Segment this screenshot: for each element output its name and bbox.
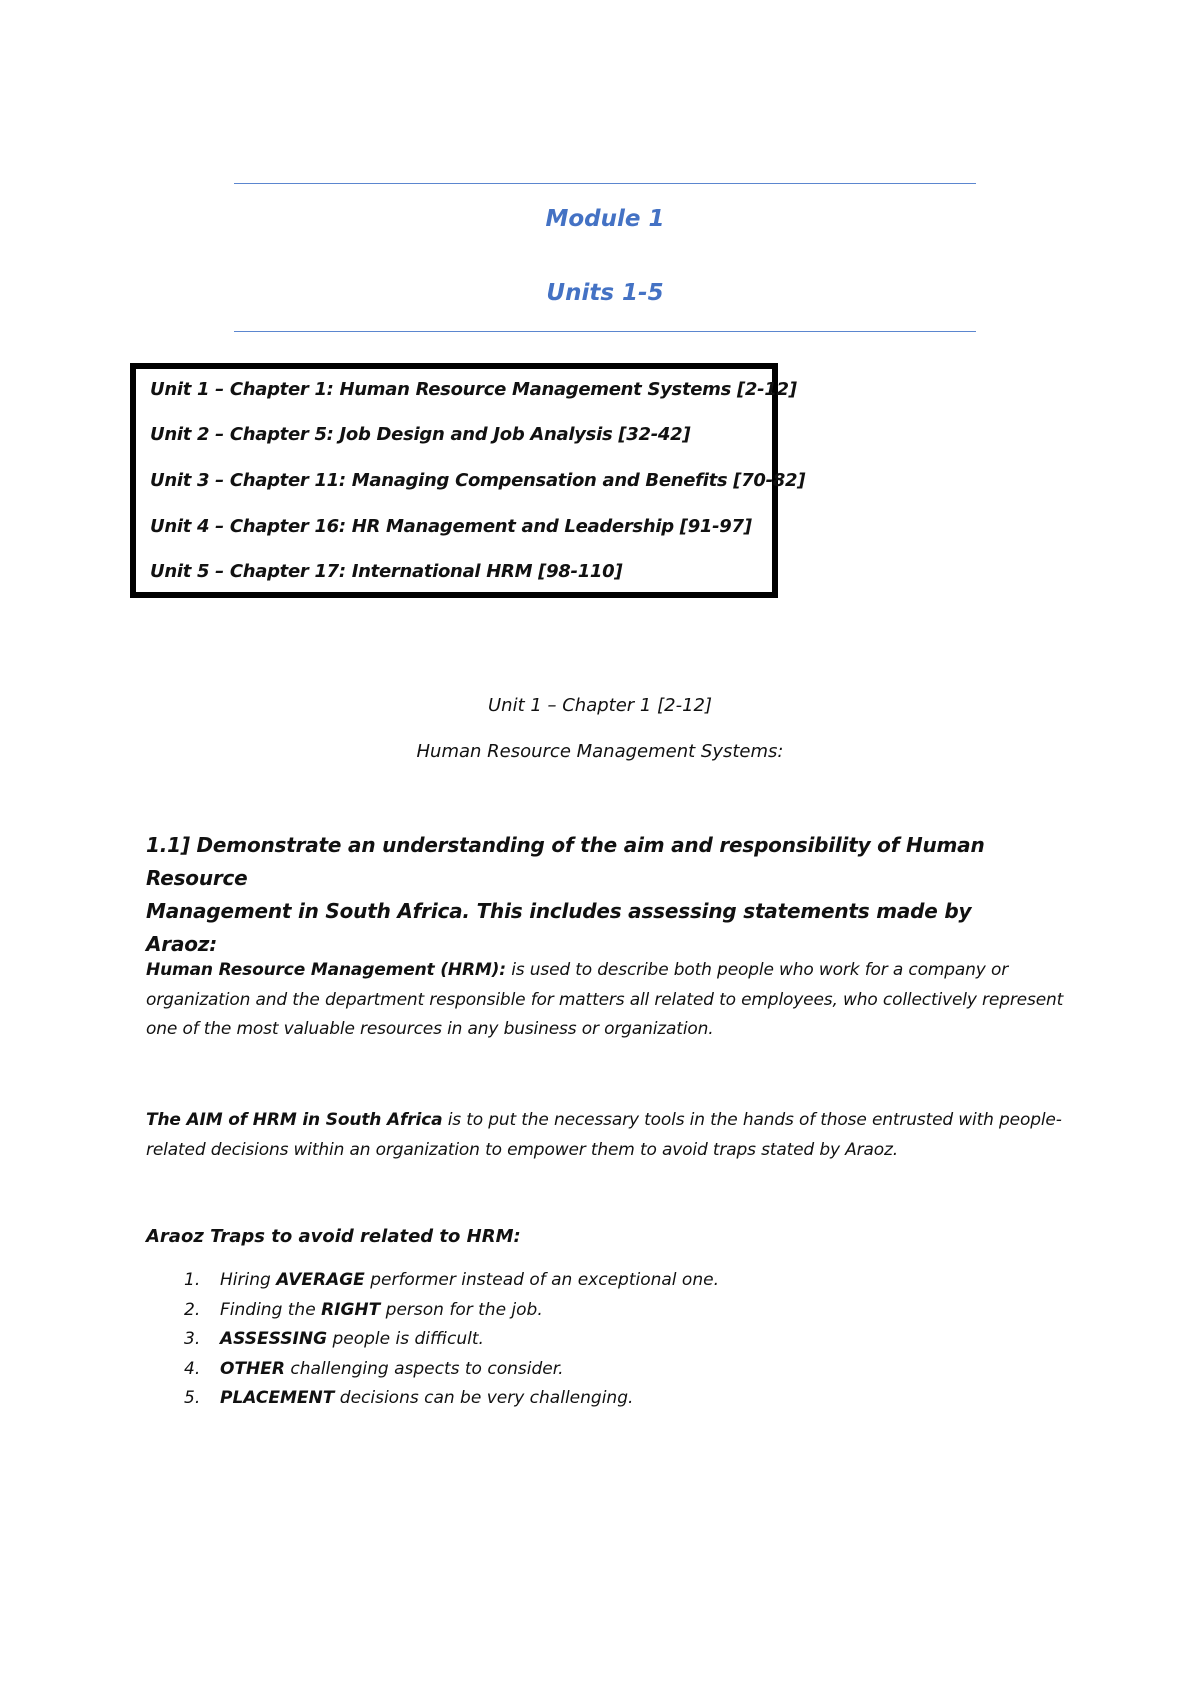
toc-item: Unit 1 – Chapter 1: Human Resource Management Systems [2-12] <box>150 379 797 400</box>
toc-item: Unit 2 – Chapter 5: Job Design and Job Analysis [32-42] <box>150 424 691 445</box>
list-keyword: RIGHT <box>321 1299 381 1320</box>
list-number: 5. <box>184 1388 201 1408</box>
list-number: 3. <box>184 1329 201 1349</box>
list-text: performer instead of an exceptional one. <box>364 1270 719 1290</box>
aim-paragraph <box>146 1106 1066 1165</box>
list-number: 2. <box>184 1299 201 1320</box>
list-number: 4. <box>184 1358 201 1379</box>
list-keyword: PLACEMENT <box>220 1388 335 1408</box>
list-keyword: OTHER <box>220 1358 285 1379</box>
aim-text: is to put the necessary tools in the hands of those entrusted with people-related decisions within an organization to empower them to avoid traps stated by Araoz. <box>146 1110 1062 1160</box>
list-keyword: ASSESSING <box>220 1329 328 1349</box>
list-item <box>146 1270 719 1300</box>
list-item <box>146 1329 719 1359</box>
units-title: Units 1-5 <box>546 280 664 306</box>
section-heading-line: Management in South Africa. This includes assessing statements made by Araoz: <box>146 899 972 956</box>
traps-list <box>146 1270 719 1418</box>
list-item <box>146 1388 719 1418</box>
unit-heading: Unit 1 – Chapter 1 [2-12] <box>487 695 712 716</box>
module-title: Module 1 <box>545 206 665 232</box>
list-text: person for the job. <box>380 1299 543 1320</box>
list-item <box>146 1359 719 1389</box>
list-text: Hiring <box>220 1270 277 1290</box>
hrm-definition <box>146 956 1066 1045</box>
list-text: challenging aspects to consider. <box>284 1358 564 1379</box>
list-text: Finding the <box>220 1299 322 1320</box>
hrm-term: Human Resource Management (HRM): <box>146 960 506 980</box>
list-number: 1. <box>184 1270 201 1290</box>
list-text: people is difficult. <box>327 1329 484 1349</box>
top-rule <box>234 183 976 184</box>
bottom-rule <box>234 331 976 332</box>
toc-item: Unit 5 – Chapter 17: International HRM [98-110] <box>150 561 623 582</box>
list-text: decisions can be very challenging. <box>334 1388 634 1408</box>
unit-subheading: Human Resource Management Systems: <box>416 741 784 762</box>
toc-item: Unit 4 – Chapter 16: HR Management and Leadership [91-97] <box>150 516 752 537</box>
section-heading <box>146 829 1046 961</box>
traps-heading: Araoz Traps to avoid related to HRM: <box>146 1226 521 1247</box>
aim-term: The AIM of HRM in South Africa <box>146 1110 443 1130</box>
list-keyword: AVERAGE <box>276 1270 365 1290</box>
toc-item: Unit 3 – Chapter 11: Managing Compensation and Benefits [70-82] <box>150 470 806 491</box>
section-heading-line: 1.1] Demonstrate an understanding of the aim and responsibility of Human Resource <box>146 833 985 890</box>
hrm-text: is used to describe both people who work for a company or organization and the department responsible for matters all related to employees, who collectively represent one of the most valuable resources in any business or organization. <box>146 960 1064 1039</box>
list-item <box>146 1300 719 1330</box>
toc-box <box>130 363 806 598</box>
